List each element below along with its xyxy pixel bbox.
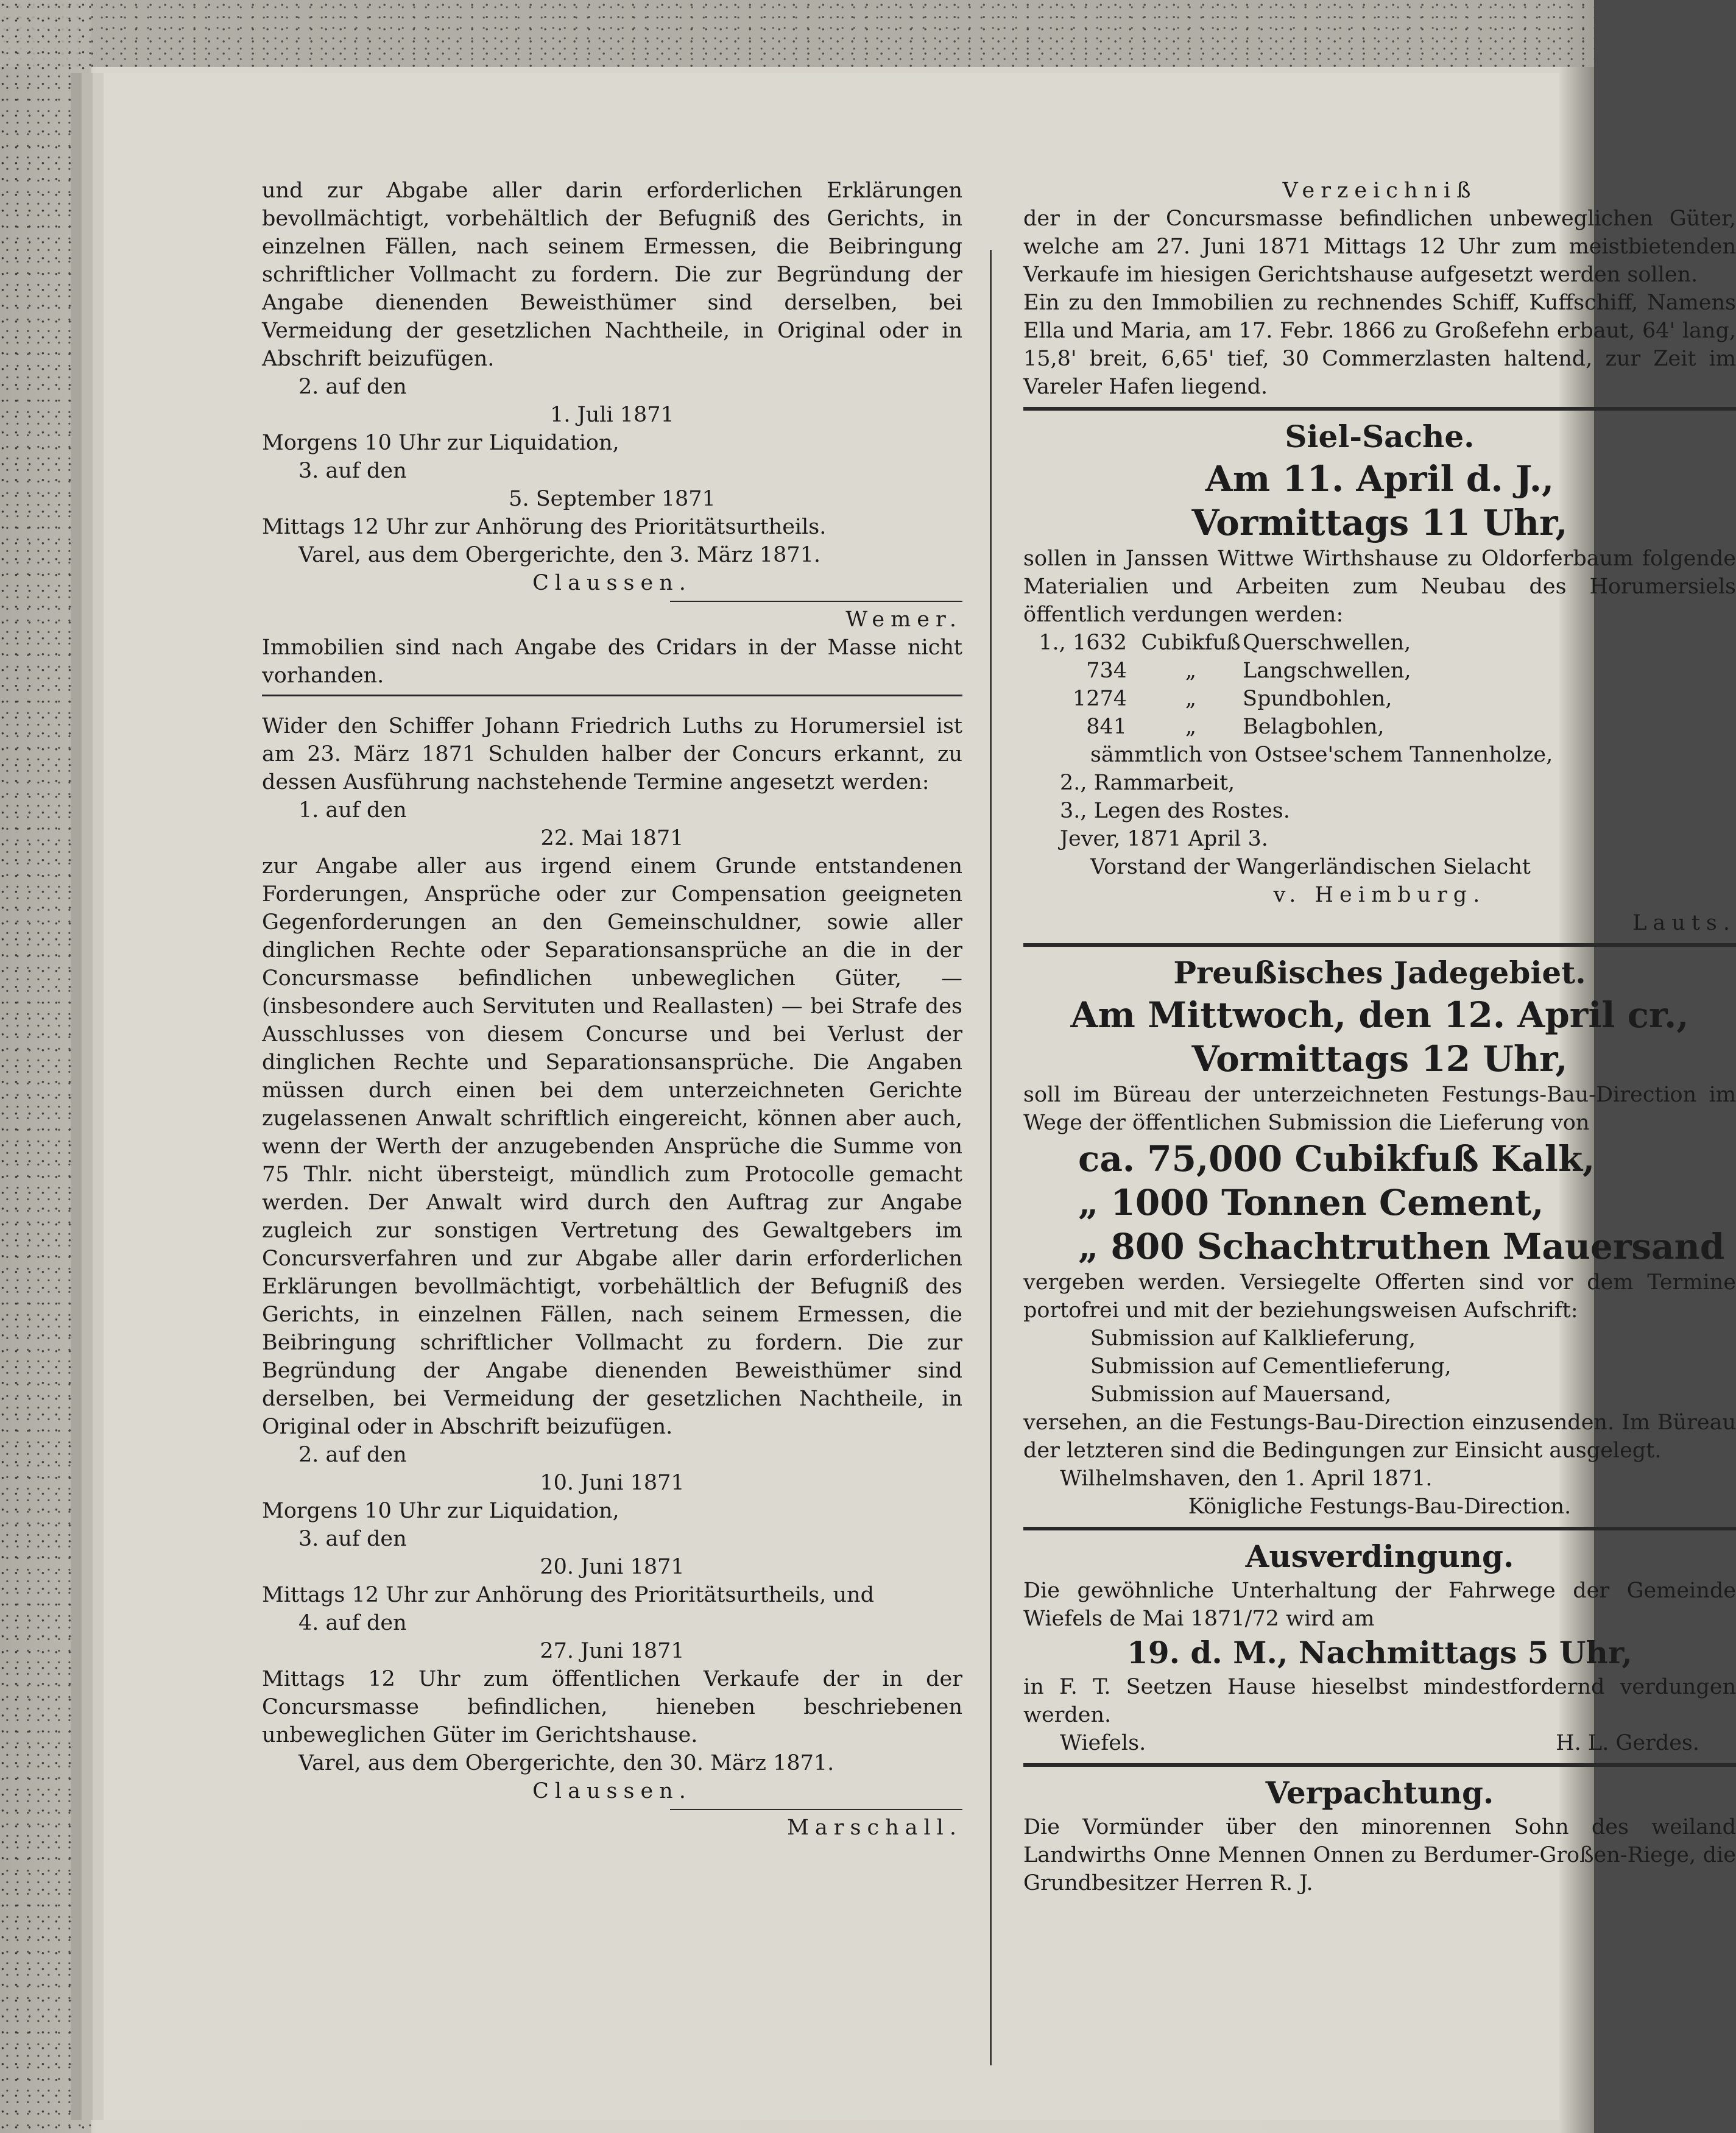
term-label: 3. auf den	[298, 459, 407, 483]
term-line: Morgens 10 Uhr zur Liquidation,	[262, 431, 619, 455]
term-line: Mittags 12 Uhr zur Anhörung des Prioritätsurtheils, und	[262, 1583, 875, 1607]
list-item	[1023, 685, 1736, 713]
book-edge-top	[0, 0, 1594, 67]
term-label: 4. auf den	[298, 1611, 407, 1635]
column-divider	[990, 250, 992, 2065]
right-column	[1023, 177, 1736, 1897]
signature: v. Heimburg.	[1273, 883, 1486, 907]
place-date: Wilhelmshaven, den 1. April 1871.	[1060, 1466, 1433, 1491]
paragraph: Immobilien sind nach Angabe des Cridars in der Masse nicht vorhanden.	[262, 635, 962, 688]
item-unit: „	[1185, 659, 1197, 683]
item-quantity: 841	[1086, 715, 1127, 739]
term-label: 1. auf den	[298, 798, 407, 822]
item-quantity: 1274	[1072, 687, 1127, 711]
term-date: 20. Juni 1871	[540, 1555, 685, 1579]
item-name: Langschwellen,	[1243, 659, 1411, 683]
issuer: Vorstand der Wangerländischen Sielacht	[1090, 855, 1531, 879]
paragraph: in F. T. Seetzen Hause hieselbst mindestfordernd verdungen werden.	[1023, 1675, 1736, 1727]
signature-rule	[670, 1809, 962, 1810]
paragraph: der in der Concursmasse befindlichen unbeweglichen Güter, welche am 27. Juni 1871 Mittags 12 Uhr zum meistbietenden Verkaufe im hiesigen Gerichtshause aufgesetzt werden sollen.	[1023, 207, 1736, 287]
left-column	[262, 177, 962, 1842]
section-rule	[1023, 943, 1736, 947]
submission-label: Submission auf Mauersand,	[1090, 1382, 1392, 1407]
paragraph: Mittags 12 Uhr zum öffentlichen Verkaufe der in der Concursmasse befindlichen, hieneben beschriebenen unbeweglichen Güter im Gerichtshause.	[262, 1667, 962, 1747]
section-heading: Verzeichniß	[1282, 179, 1477, 203]
headline-date: Am Mittwoch, den 12. April cr.,	[1070, 994, 1689, 1036]
list-item: 2., Rammarbeit,	[1060, 771, 1235, 795]
headline-time: Vormittags 11 Uhr,	[1191, 502, 1568, 543]
place-date: Varel, aus dem Obergerichte, den 3. März 1871.	[298, 543, 821, 567]
signature: Marschall.	[787, 1816, 962, 1840]
signature: Claussen.	[532, 571, 692, 595]
signature-rule	[670, 601, 962, 602]
section-heading: Verpachtung.	[1265, 1775, 1494, 1811]
signature: Wemer.	[845, 607, 962, 632]
submission-label: Submission auf Kalklieferung,	[1090, 1326, 1416, 1351]
term-line: Mittags 12 Uhr zur Anhörung des Prioritätsurtheils.	[262, 515, 827, 539]
term-line: Morgens 10 Uhr zur Liquidation,	[262, 1499, 619, 1523]
item-quantity: 1., 1632	[1039, 631, 1127, 655]
list-item	[1023, 629, 1736, 657]
place: Wiefels.	[1060, 1731, 1146, 1755]
paragraph: zur Angabe aller aus irgend einem Grunde entstandenen Forderungen, Ansprüche oder zur Compensation geeigneten Gegenforderungen an den Gemeinschuldner, sowie aller dinglichen Rechte oder Separationsansprüche an die in der Concursmasse befindlichen unbeweglichen Güter, — (insbesondere auch Servituten und Reallasten) — bei Strafe des Ausschlusses von diesem Concurse und bei Verlust der dinglichen Rechte und Separationsansprüche. Die Angaben müssen durch einen bei dem unterzeichneten Gerichte zugelassenen Anwalt schriftlich eingereicht, können aber auch, wenn der Werth der anzugebenden Ansprüche die Summe von 75 Thlr. nicht übersteigt, mündlich zum Protocolle gemacht werden. Der Anwalt wird durch den Auftrag zur Angabe zugleich zur sonstigen Vertretung des Gewaltgebers im Concursverfahren und zur Abgabe aller darin erforderlichen Erklärungen bevollmächtigt, vorbehältlich der Befugniß des Gerichts, in einzelnen Fällen, nach seinem Ermessen, die Beibringung schriftlicher Vollmacht zu fordern. Die zur Begründung der Angabe dienenden Beweisthümer sind derselben, bei Vermeidung der gesetzlichen Nachtheile, in Original oder in Abschrift beizufügen.	[262, 854, 962, 1439]
list-item	[1023, 657, 1736, 685]
headline-time: Vormittags 12 Uhr,	[1191, 1038, 1568, 1080]
section-heading: Preußisches Jadegebiet.	[1173, 955, 1586, 991]
item-unit: „	[1185, 687, 1197, 711]
item-name: Querschwellen,	[1243, 631, 1411, 655]
newspaper-page	[104, 73, 1736, 2120]
section-rule	[262, 695, 962, 696]
paragraph: Die gewöhnliche Unterhaltung der Fahrwege der Gemeinde Wiefels de Mai 1871/72 wird am	[1023, 1579, 1736, 1631]
section-rule	[1023, 1763, 1736, 1767]
paragraph: Ein zu den Immobilien zu rechnendes Schiff, Kuffschiff, Namens Ella und Maria, am 17. Febr. 1866 zu Großefehn erbaut, 64' lang, 15,8' breit, 6,65' tief, 30 Commerzlasten haltend, zur Zeit im Vareler Hafen liegend.	[1023, 291, 1736, 399]
section-heading: Siel-Sache.	[1285, 419, 1475, 455]
submission-label: Submission auf Cementlieferung,	[1090, 1354, 1452, 1379]
delivery-item: „ 800 Schachtruthen Mauersand	[1078, 1226, 1725, 1267]
signature-line	[1023, 1729, 1736, 1757]
list-item	[1023, 713, 1736, 741]
term-label: 3. auf den	[298, 1527, 407, 1551]
term-date: 5. September 1871	[509, 487, 716, 511]
signature: H. L. Gerdes.	[1556, 1731, 1699, 1755]
paragraph: versehen, an die Festungs-Bau-Direction einzusenden. Im Büreau der letzteren sind die Bedingungen zur Einsicht ausgelegt.	[1023, 1410, 1736, 1463]
paragraph: sämmtlich von Ostsee'schem Tannenholze,	[1090, 743, 1553, 767]
term-date: 10. Juni 1871	[540, 1471, 685, 1495]
term-date: 27. Juni 1871	[540, 1639, 685, 1663]
term-label: 2. auf den	[298, 375, 407, 399]
paragraph: Die Vormünder über den minorennen Sohn des weiland Landwirths Onne Mennen Onnen zu Berdumer-Großen-Riege, die Grundbesitzer Herren R. J.	[1023, 1815, 1736, 1895]
place-date: Varel, aus dem Obergerichte, den 30. März 1871.	[298, 1751, 834, 1775]
place-date: Jever, 1871 April 3.	[1060, 827, 1268, 851]
item-name: Belagbohlen,	[1243, 715, 1385, 739]
term-date: 22. Mai 1871	[540, 826, 684, 851]
headline-date: 19. d. M., Nachmittags 5 Uhr,	[1127, 1635, 1632, 1671]
paragraph: soll im Büreau der unterzeichneten Festungs-Bau-Direction im Wege der öffentlichen Submission die Lieferung von	[1023, 1083, 1736, 1135]
signature: Lauts.	[1632, 911, 1736, 935]
section-rule	[1023, 407, 1736, 411]
delivery-item: ca. 75,000 Cubikfuß Kalk,	[1078, 1138, 1595, 1180]
list-item: 3., Legen des Rostes.	[1060, 799, 1290, 823]
section-heading: Ausverdingung.	[1245, 1538, 1514, 1574]
section-rule	[1023, 1527, 1736, 1530]
item-name: Spundbohlen,	[1243, 687, 1392, 711]
paragraph: und zur Abgabe aller darin erforderlichen Erklärungen bevollmächtigt, vorbehältlich der Befugniß des Gerichts, in einzelnen Fällen, nach seinem Ermessen, die Beibringung schriftlicher Vollmacht zu fordern. Die zur Begründung der Angabe dienenden Beweisthümer sind derselben, bei Vermeidung der gesetzlichen Nachtheile, in Original oder in Abschrift beizufügen.	[262, 179, 962, 371]
signature: Claussen.	[532, 1779, 692, 1803]
item-unit: „	[1185, 715, 1197, 739]
paragraph: vergeben werden. Versiegelte Offerten sind vor dem Termine portofrei und mit der beziehungsweisen Aufschrift:	[1023, 1270, 1736, 1323]
signature: Königliche Festungs-Bau-Direction.	[1188, 1495, 1572, 1519]
term-label: 2. auf den	[298, 1443, 407, 1467]
item-unit: Cubikfuß	[1141, 631, 1241, 655]
book-edge-left	[0, 0, 91, 2133]
item-quantity: 734	[1086, 659, 1127, 683]
term-date: 1. Juli 1871	[550, 403, 674, 427]
paragraph: sollen in Janssen Wittwe Wirthshause zu Oldorferbaum folgende Materialien und Arbeiten zum Neubau des Horumersiels öffentlich verdungen werden:	[1023, 547, 1736, 627]
paragraph: Wider den Schiffer Johann Friedrich Luths zu Horumersiel ist am 23. März 1871 Schulden halber der Concurs erkannt, zu dessen Ausführung nachstehende Termine angesetzt werden:	[262, 714, 962, 794]
headline-date: Am 11. April d. J.,	[1205, 458, 1554, 500]
delivery-item: „ 1000 Tonnen Cement,	[1078, 1182, 1544, 1223]
